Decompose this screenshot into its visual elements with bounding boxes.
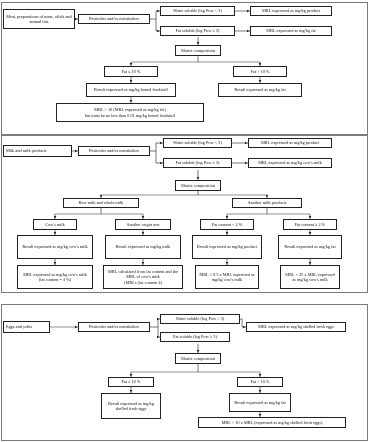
milk-cows-milk-box: Cow's milk bbox=[33, 219, 77, 230]
milk-result-fat-box: Result expressed as mg/kg fat bbox=[278, 235, 342, 259]
milk-fat-soluble-box: Fat soluble (log Pow ≥ 3) bbox=[163, 158, 232, 168]
meat-commodity-box: Meat, preparations of meat, offals and animal fats bbox=[3, 9, 75, 29]
meat-residue-box: Pesticides and/or metabolites bbox=[78, 14, 150, 24]
milk-mrl-cows-box: MRL expressed as mg/kg cow's milk (fat content = 4 %) bbox=[17, 265, 93, 289]
meat-low-fat-result-box: Result expressed as mg/kg boned foodstuff bbox=[86, 83, 176, 97]
eggs-fat-soluble-box: Fat soluble (log Pow ≥ 3) bbox=[160, 332, 230, 342]
milk-mrl-low-fat-box: MRL × 0.5 x MRL expressed as mg/kg cow's milk bbox=[195, 265, 259, 289]
milk-mrl-other-box: MRL calculated from fat content and the MRL of cow's milk (MRLs (fat content 4) bbox=[103, 265, 183, 289]
eggs-commodity-box: Eggs and yolks bbox=[3, 321, 50, 333]
eggs-high-fat-box: Fat > 10 % bbox=[237, 377, 283, 387]
eggs-low-fat-result-box: Result expressed as mg/kg shelled fresh eggs bbox=[101, 393, 161, 419]
eggs-water-result-box: MRL expressed as mg/kg shelled fresh eggs bbox=[246, 322, 346, 332]
meat-fat-result-box: MRL expressed as mg/kg fat bbox=[250, 26, 332, 36]
milk-result-cows-box: Result expressed as mg/kg cow's milk bbox=[17, 235, 93, 259]
meat-fat-soluble-box: Fat soluble (log Pow ≥ 3) bbox=[160, 26, 235, 36]
eggs-residue-box: Pesticides and/or metabolites bbox=[78, 322, 150, 332]
eggs-water-soluble-box: Water soluble (log Pow < 3) bbox=[160, 314, 240, 324]
meat-high-fat-result-box: Result expressed as mg/kg fat bbox=[218, 83, 302, 97]
meat-low-fat-box: Fat ≤ 10 % bbox=[104, 66, 158, 77]
milk-matrix-box: Matrix composition bbox=[175, 180, 221, 191]
milk-result-other-box: Result expressed as mg/kg milk bbox=[105, 235, 181, 259]
milk-residue-box: Pesticides and/or metabolites bbox=[78, 146, 150, 156]
meat-water-result-box: MRL expressed as mg/kg product bbox=[250, 6, 332, 16]
eggs-high-fat-result-box: Result expressed as mg/kg fat bbox=[229, 393, 291, 412]
milk-commodity-box: Milk and milk products bbox=[3, 145, 72, 157]
milk-result-product-box: Result expressed as mg/kg product bbox=[192, 235, 262, 259]
meat-matrix-box: Matrix composition bbox=[175, 45, 221, 56]
meat-high-fat-box: Fat > 10 % bbox=[233, 66, 287, 77]
milk-water-soluble-box: Water soluble (log Pow < 3) bbox=[163, 138, 232, 148]
milk-mrl-high-fat-box: MRL × 25 x MRL expressed as mg/kg cow's milk bbox=[280, 265, 340, 289]
milk-raw-whole-box: Raw milk and whole milk bbox=[63, 198, 139, 208]
milk-other-products-box: Another milk products bbox=[232, 198, 302, 208]
milk-water-result-box: MRL expressed as mg/kg product bbox=[248, 138, 332, 148]
meat-water-soluble-box: Water soluble (log Pow < 3) bbox=[160, 6, 235, 16]
meat-mrl-note-box: MRL ÷ 10 (MRL expressed as mg/kg fat) but must be no less than 0.01 mg/kg boned foodstuff bbox=[56, 103, 204, 122]
milk-other-origin-box: Another origin sets bbox=[115, 219, 171, 230]
milk-fat-low-box: Fat content < 2 % bbox=[200, 219, 254, 230]
milk-fat-result-box: MRL expressed as mg/kg cow's milk bbox=[248, 158, 332, 168]
milk-fat-high-box: Fat content ≥ 2 % bbox=[283, 219, 337, 230]
eggs-matrix-box: Matrix composition bbox=[175, 353, 221, 364]
eggs-low-fat-box: Fat ≤ 10 % bbox=[108, 377, 154, 387]
eggs-mrl-note-box: MRL ÷ 10 x MRL (expressed as mg/kg shelled fresh eggs) bbox=[198, 417, 346, 428]
